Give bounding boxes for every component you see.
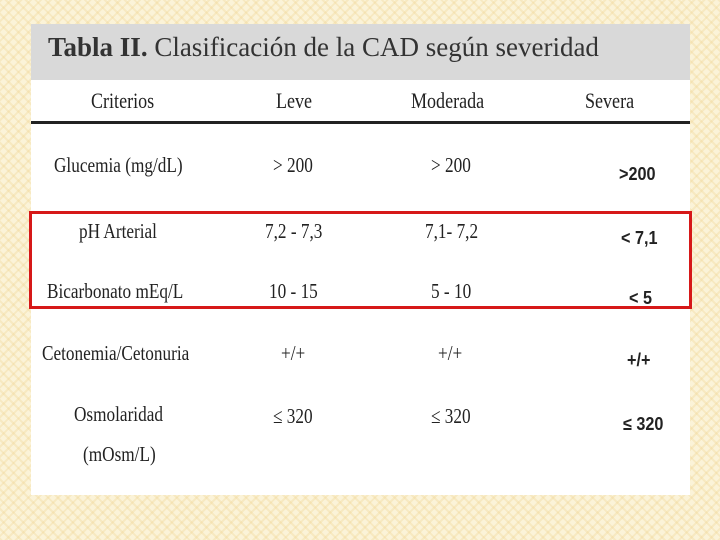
row-cetonemia-moderada: +/+ bbox=[438, 341, 463, 365]
row-bicarbonato-criterio: Bicarbonato mEq/L bbox=[47, 279, 184, 303]
row-ph-criterio: pH Arterial bbox=[79, 219, 157, 243]
title-bar bbox=[31, 24, 690, 80]
row-ph-leve: 7,2 - 7,3 bbox=[265, 219, 323, 243]
row-osmolaridad-moderada: ≤ 320 bbox=[431, 404, 471, 428]
table-title bbox=[48, 32, 599, 63]
row-glucemia-criterio: Glucemia (mg/dL) bbox=[54, 153, 183, 177]
header-criterios: Criterios bbox=[91, 88, 155, 113]
row-glucemia-moderada: > 200 bbox=[431, 153, 471, 177]
row-osmolaridad-criterio: Osmolaridad bbox=[74, 402, 163, 426]
row-bicarbonato-leve: 10 - 15 bbox=[269, 279, 318, 303]
row-cetonemia-criterio: Cetonemia/Cetonuria bbox=[42, 341, 190, 365]
row-osmolaridad-severa: ≤ 320 bbox=[623, 414, 664, 434]
row-osmolaridad-leve: ≤ 320 bbox=[273, 404, 313, 428]
row-ph-severa: < 7,1 bbox=[621, 228, 658, 248]
row-glucemia-severa: >200 bbox=[619, 164, 656, 184]
row-ph-moderada: 7,1- 7,2 bbox=[425, 219, 479, 243]
row-bicarbonato-moderada: 5 - 10 bbox=[431, 279, 472, 303]
row-cetonemia-leve: +/+ bbox=[281, 341, 306, 365]
header-severa: Severa bbox=[585, 88, 635, 113]
header-leve: Leve bbox=[276, 88, 313, 113]
highlight-box bbox=[29, 211, 692, 309]
header-divider bbox=[31, 121, 690, 124]
row-osmolaridad-unit: (mOsm/L) bbox=[83, 442, 156, 466]
row-cetonemia-severa: +/+ bbox=[627, 350, 651, 370]
row-glucemia-leve: > 200 bbox=[273, 153, 313, 177]
row-bicarbonato-severa: < 5 bbox=[629, 288, 652, 308]
table-title-number: Tabla II. bbox=[48, 32, 148, 62]
table-title-text: Clasificación de la CAD según severidad bbox=[154, 32, 599, 62]
header-moderada: Moderada bbox=[411, 88, 485, 113]
